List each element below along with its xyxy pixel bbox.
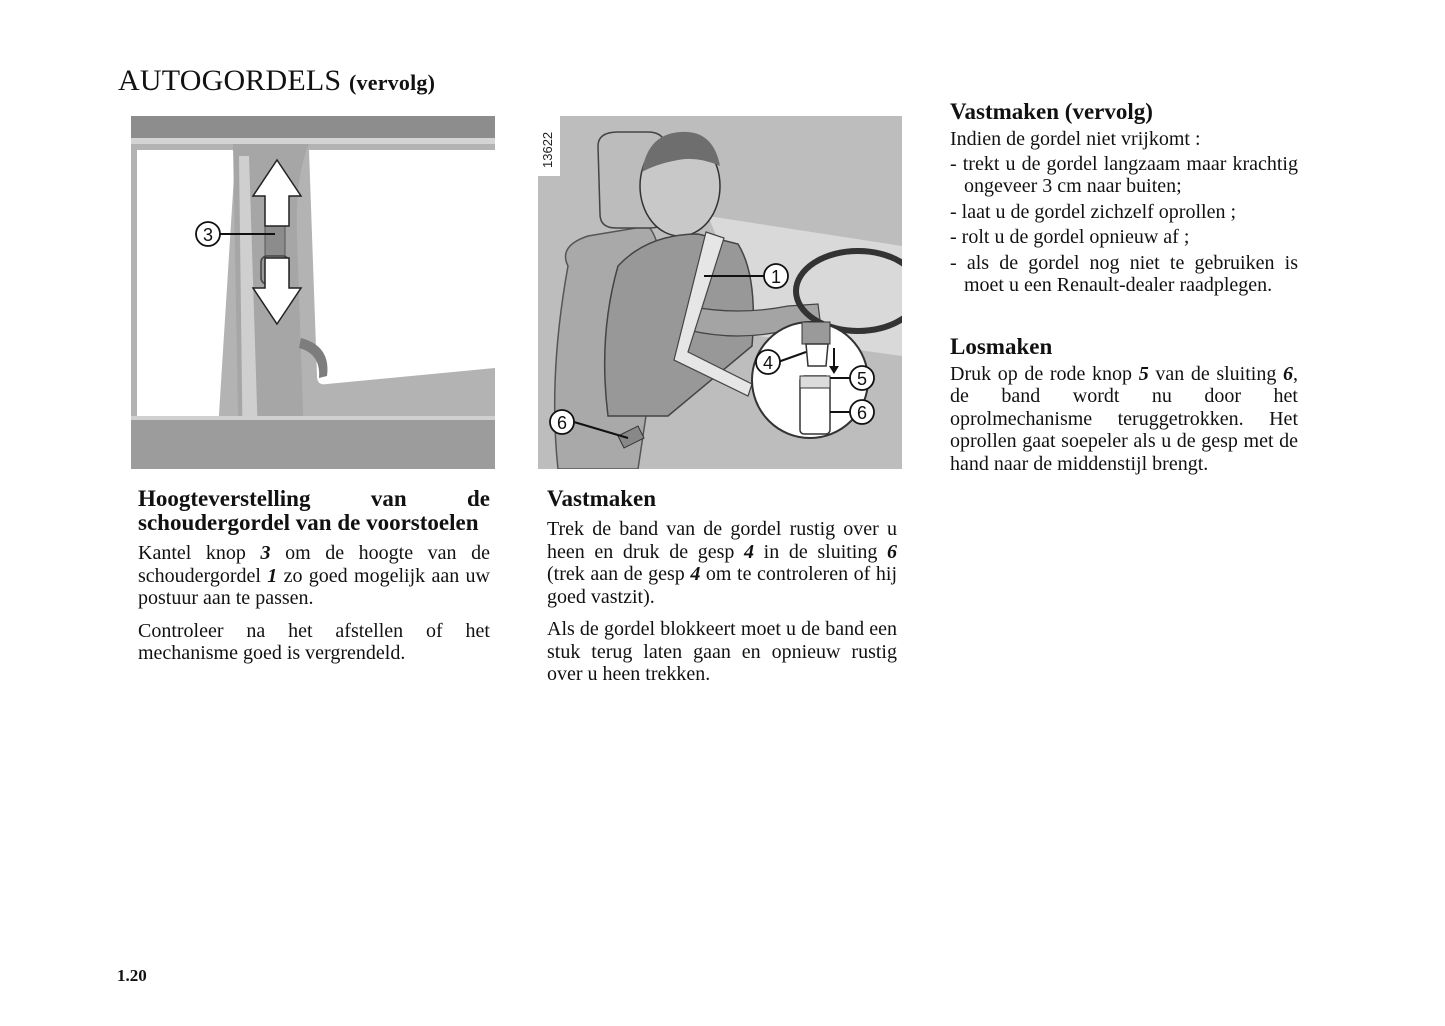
section-height-adjustment bbox=[138, 487, 490, 665]
pillar-illustration bbox=[131, 116, 495, 469]
step-list bbox=[950, 153, 1298, 297]
paragraph: Controleer na het afstellen of het mechanisme goed is vergrendeld. bbox=[138, 619, 490, 664]
section-fastening bbox=[547, 487, 897, 686]
page-number: 1.20 bbox=[117, 966, 147, 985]
page-title bbox=[118, 64, 435, 98]
section-heading: Losmaken bbox=[950, 333, 1053, 359]
figure-code: 13622 bbox=[540, 131, 555, 168]
figure-fastening-belt bbox=[538, 116, 902, 469]
title-main: AUTOGORDELS bbox=[118, 64, 342, 97]
paragraph: Trek de band van de gordel rustig over u heen en druk de gesp 4 in de sluiting 6 (trek aan de gesp 4 om te controleren of hij goed vastzit). bbox=[547, 518, 898, 608]
section-heading: Vastmaken bbox=[547, 486, 657, 511]
list-item: - laat u de gordel zichzelf oprollen ; bbox=[950, 201, 1298, 224]
paragraph: Als de gordel blokkeert moet u de band een stuk terug laten gaan en opnieuw rustig over u heen trekken. bbox=[547, 618, 897, 685]
callout-5-label: 5 bbox=[856, 369, 868, 389]
section-heading: Vastmaken (vervolg) bbox=[950, 99, 1153, 124]
figure-pillar-adjuster bbox=[131, 116, 495, 469]
paragraph: Indien de gordel niet vrijkomt : bbox=[950, 128, 1201, 150]
callout-4-label: 4 bbox=[762, 353, 774, 373]
list-item: - als de gordel nog niet te gebruiken is moet u een Renault-dealer raadplegen. bbox=[950, 252, 1298, 297]
list-item: - rolt u de gordel opnieuw af ; bbox=[950, 226, 1298, 249]
title-subtitle: (vervolg) bbox=[349, 70, 436, 95]
list-item: - trekt u de gordel langzaam maar krachtig ongeveer 3 cm naar buiten; bbox=[950, 153, 1298, 198]
section-release bbox=[950, 335, 1298, 476]
paragraph: Kantel knop 3 om de hoogte van de schoudergordel 1 zo goed mogelijk aan uw postuur aan te passen. bbox=[138, 542, 491, 609]
section-heading: Hoogteverstelling van de schoudergordel van de voorstoelen bbox=[138, 486, 490, 535]
callout-6-seat-label: 6 bbox=[556, 413, 568, 433]
callout-6-inset-label: 6 bbox=[856, 403, 868, 423]
callout-3-label: 3 bbox=[202, 225, 214, 245]
paragraph: Druk op de rode knop 5 van de sluiting 6, de band wordt nu door het oprolmechanisme teruggetrokken. Het oprollen gaat soepeler als u de gesp met de hand naar de middenstijl brengt. bbox=[950, 362, 1298, 475]
callout-1-label: 1 bbox=[770, 267, 782, 287]
section-fastening-continued bbox=[950, 100, 1298, 475]
driver-illustration bbox=[538, 116, 902, 469]
